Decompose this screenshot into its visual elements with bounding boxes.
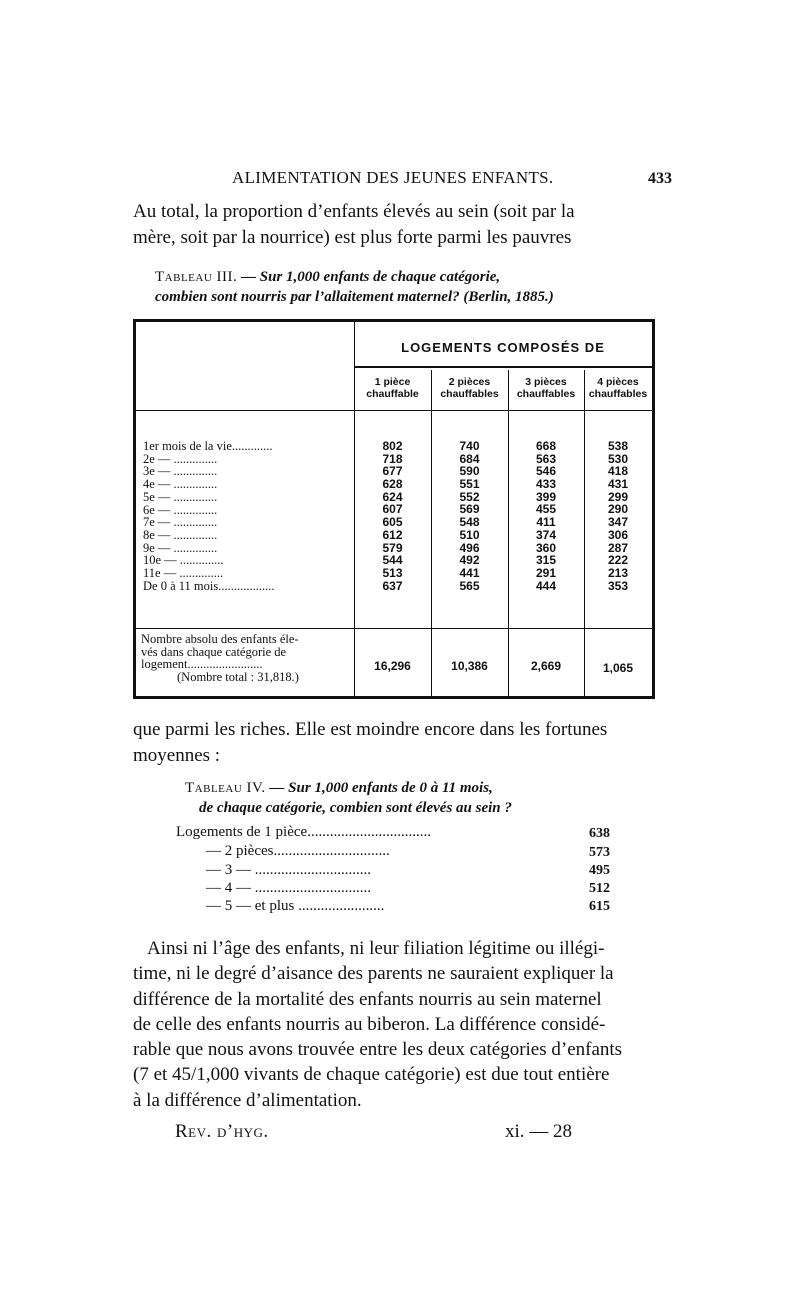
table4-row-value: 512 xyxy=(589,881,610,896)
paragraph-line: rable que nous avons trouvée entre les deux catégories d’enfants xyxy=(133,1039,623,1061)
column-header: 2 pièces chauffables xyxy=(440,376,499,400)
page-number: 433 xyxy=(648,170,672,187)
table4-row-label: — 5 — et plus ....................... xyxy=(206,898,385,914)
row-label: 7e — .............. xyxy=(143,515,218,530)
table4-row-value: 573 xyxy=(589,845,610,860)
table4-caption xyxy=(185,778,615,818)
sheet-signature: xi. — 28 xyxy=(505,1121,573,1142)
total-value: 16,296 xyxy=(374,659,411,673)
data-column: 538 530 418 431 299 290 347 306 287 222 213 353 xyxy=(607,439,629,593)
column-header: 3 pièces chauffables xyxy=(516,376,576,400)
row-label: 10e — .............. xyxy=(143,553,224,568)
data-column: 802 718 677 628 624 607 605 612 579 544 513 637 xyxy=(382,439,403,593)
data-column: 668 563 546 433 399 455 411 374 360 315 291 444 xyxy=(535,439,557,593)
paragraph-line: (7 et 45/1,000 vivants de chaque catégorie) est due tout entière xyxy=(133,1064,610,1086)
row-label: 11e — .............. xyxy=(143,566,224,581)
table3-label: Tableau III. xyxy=(155,269,238,285)
table4-caption-line: — Sur 1,000 enfants de 0 à 11 mois, xyxy=(269,780,493,796)
row-label: 1er mois de la vie............. xyxy=(143,440,273,453)
data-column: 740 684 590 551 552 569 548 510 496 492 441 565 xyxy=(459,439,480,593)
table4-row-label: — 2 pièces............................... xyxy=(206,843,390,859)
paragraph-line: Au total, la proportion d’enfants élevés au sein (soit par la xyxy=(133,201,575,222)
table3 xyxy=(133,319,655,699)
row-label: De 0 à 11 mois.................. xyxy=(143,578,275,593)
table-rule xyxy=(354,366,652,368)
total-label: Nombre absolu des enfants éle- vés dans chaque catégorie de logement........................ (Nombre total : 31,818.) xyxy=(141,632,299,685)
table3-caption xyxy=(155,267,655,307)
table4-row-label: — 4 — ............................... xyxy=(206,880,371,896)
row-labels xyxy=(143,440,353,592)
paragraph-line: que parmi les riches. Elle est moindre encore dans les fortunes xyxy=(133,719,608,740)
table-rule xyxy=(136,628,652,629)
paragraph-line: time, ni le degré d’aisance des parents ne sauraient expliquer la xyxy=(133,963,614,985)
table4-row-value: 615 xyxy=(589,899,610,914)
table3-caption-line: — Sur 1,000 enfants de chaque catégorie, xyxy=(241,269,501,285)
column-header: 4 pièces chauffables xyxy=(588,376,648,400)
table3-caption-line: combien sont nourris par l’allaitement maternel? (Berlin, 1885.) xyxy=(155,289,554,305)
journal-signature: Rev. d’hyg. xyxy=(175,1121,269,1142)
paragraph-line: à la différence d’alimentation. xyxy=(133,1089,362,1111)
column-header: 1 pièce chauffable xyxy=(366,376,419,400)
total-value: 2,669 xyxy=(530,659,562,673)
paragraph-line: Ainsi ni l’âge des enfants, ni leur filiation légitime ou illégi- xyxy=(147,938,605,959)
row-label: 6e — .............. xyxy=(143,502,218,517)
row-label: 8e — .............. xyxy=(143,527,218,542)
table4-row-label: Logements de 1 pièce................................. xyxy=(176,824,431,840)
table4-row-value: 638 xyxy=(589,826,610,841)
table4 xyxy=(176,824,616,924)
table4-caption-line: de chaque catégorie, combien sont élevés au sein ? xyxy=(199,800,512,816)
running-title: ALIMENTATION DES JEUNES ENFANTS. xyxy=(232,168,554,187)
conclusion-paragraph xyxy=(133,936,663,1113)
row-label: 3e — .............. xyxy=(143,464,218,479)
row-label: 5e — .............. xyxy=(143,489,218,504)
intro-paragraph xyxy=(133,199,655,251)
total-value: 1,065 xyxy=(602,661,634,675)
paragraph-line: moyennes : xyxy=(133,745,221,766)
table-rule xyxy=(136,410,652,411)
paragraph-line: mère, soit par la nourrice) est plus forte parmi les pauvres xyxy=(133,227,572,248)
middle-paragraph xyxy=(133,717,663,769)
row-label: 9e — .............. xyxy=(143,540,218,555)
paragraph-line: de celle des enfants nourris au biberon. La différence considé- xyxy=(133,1013,606,1035)
table4-row-value: 495 xyxy=(589,863,610,878)
row-label: 2e — .............. xyxy=(143,451,218,466)
group-header: LOGEMENTS COMPOSÉS DE xyxy=(401,340,605,355)
table4-label: Tableau IV. xyxy=(185,780,266,796)
paragraph-line: différence de la mortalité des enfants nourris au sein maternel xyxy=(133,988,602,1010)
page-header xyxy=(232,168,672,190)
row-label: 4e — .............. xyxy=(143,477,218,492)
total-value: 10,386 xyxy=(451,659,488,673)
table4-row-label: — 3 — ............................... xyxy=(206,862,371,878)
